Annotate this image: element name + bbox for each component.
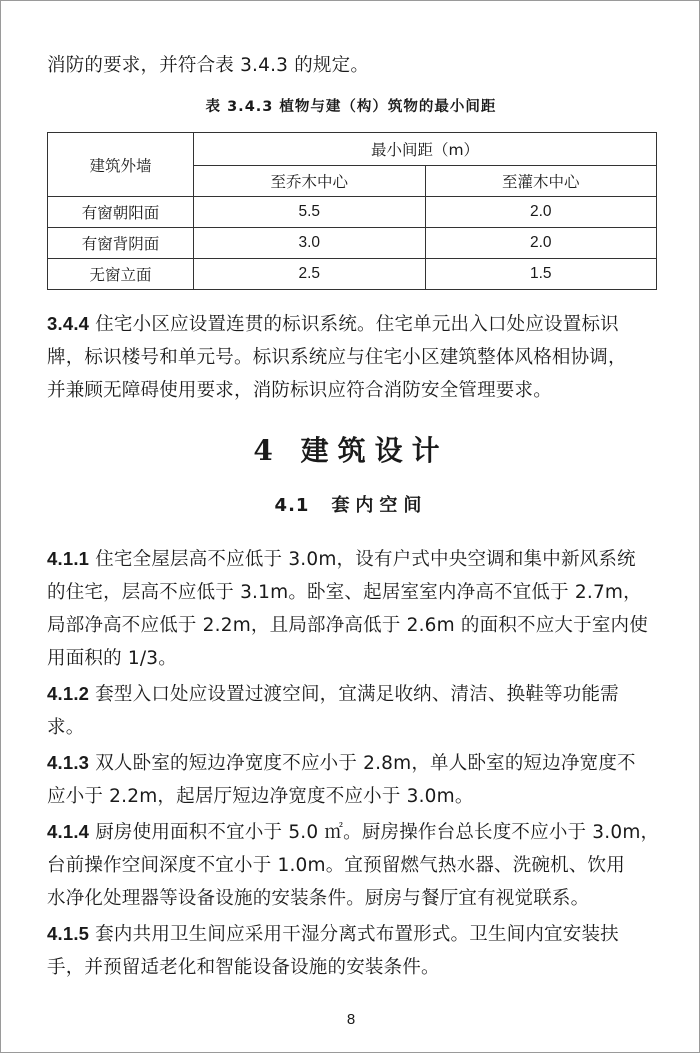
row-label: 有窗朝阳面 (48, 197, 194, 228)
tree-distance-cell: 5.5 (194, 197, 426, 228)
document-page (1, 1, 700, 1054)
table-row (48, 197, 657, 228)
intro-line: 消防的要求，并符合表 3.4.3 的规定。 (47, 55, 370, 76)
section-heading (1, 491, 700, 517)
clause-text-line: 台前操作空间深度不宜小于 1.0m。宜预留燃气热水器、洗碗机、饮用 (47, 855, 625, 876)
clause-text-line: 的住宅，层高不应低于 3.1m。卧室、起居室室内净高不宜低于 2.7m， (47, 582, 642, 603)
section-number: 4.1 (274, 495, 310, 516)
clause-text-line: 水净化处理器等设备设施的安装条件。厨房与餐厅宜有视觉联系。 (47, 888, 590, 909)
page-number: 8 (346, 1011, 356, 1028)
clause-4-1-3-line-1 (47, 749, 636, 775)
clause-4-1-4-line-1 (47, 818, 659, 844)
clause-text-line: 应小于 2.2m，起居厅短边净宽度不应小于 3.0m。 (47, 786, 474, 807)
clause-number: 4.1.4 (47, 821, 90, 842)
table-caption: 表 3.4.3 植物与建（构）筑物的最小间距 (205, 99, 497, 115)
clause-number: 4.1.3 (47, 752, 90, 773)
clause-4-1-5-line-1 (47, 920, 619, 946)
table-header-row (48, 133, 657, 166)
clause-3-4-4-line-3: 并兼顾无障碍使用要求，消防标识应符合消防安全管理要求。 (47, 380, 552, 401)
clause-3-4-4-line-2: 牌，标识楼号和单元号。标识系统应与住宅小区建筑整体风格相协调， (47, 347, 627, 368)
clause-text-line: 求。 (47, 717, 85, 738)
shrub-distance-cell: 1.5 (425, 259, 657, 290)
header-tree-center: 至乔木中心 (194, 166, 426, 197)
header-min-distance: 最小间距（m） (194, 133, 657, 166)
header-wall-type: 建筑外墙 (48, 133, 194, 197)
tree-distance-cell: 2.5 (194, 259, 426, 290)
clause-number: 4.1.1 (47, 548, 90, 569)
clause-text: 住宅小区应设置连贯的标识系统。住宅单元出入口处应设置标识 (89, 314, 619, 335)
clause-text: 厨房使用面积不宜小于 5.0 ㎡。厨房操作台总长度不应小于 3.0m， (89, 822, 660, 843)
clause-4-1-1-line-1 (47, 545, 636, 571)
clause-text: 套内共用卫生间应采用干湿分离式布置形式。卫生间内宜安装扶 (89, 924, 619, 945)
row-label: 无窗立面 (48, 259, 194, 290)
tree-distance-cell: 3.0 (194, 228, 426, 259)
header-shrub-center: 至灌木中心 (425, 166, 657, 197)
clause-3-4-4-line-1 (47, 310, 619, 336)
clause-text: 双人卧室的短边净宽度不应小于 2.8m，单人卧室的短边净宽度不 (89, 753, 636, 774)
table-row (48, 228, 657, 259)
shrub-distance-cell: 2.0 (425, 197, 657, 228)
shrub-distance-cell: 2.0 (425, 228, 657, 259)
row-label: 有窗背阴面 (48, 228, 194, 259)
clause-text-line: 用面积的 1/3。 (47, 648, 177, 669)
section-title: 套内空间 (331, 495, 428, 516)
clause-text-line: 手，并预留适老化和智能设备设施的安装条件。 (47, 957, 440, 978)
table-row (48, 259, 657, 290)
clause-4-1-2-line-1 (47, 680, 619, 706)
clause-number: 3.4.4 (47, 313, 90, 334)
clause-number: 4.1.2 (47, 683, 90, 704)
clause-text: 住宅全屋层高不应低于 3.0m，设有户式中央空调和集中新风系统 (89, 549, 636, 570)
clause-number: 4.1.5 (47, 923, 90, 944)
chapter-title: 4 建筑设计 (253, 434, 449, 467)
plant-spacing-table (47, 132, 657, 290)
clause-text-line: 局部净高不应低于 2.2m，且局部净高低于 2.6m 的面积不应大于室内使 (47, 615, 648, 636)
clause-text: 套型入口处应设置过渡空间，宜满足收纳、清洁、换鞋等功能需 (89, 684, 619, 705)
